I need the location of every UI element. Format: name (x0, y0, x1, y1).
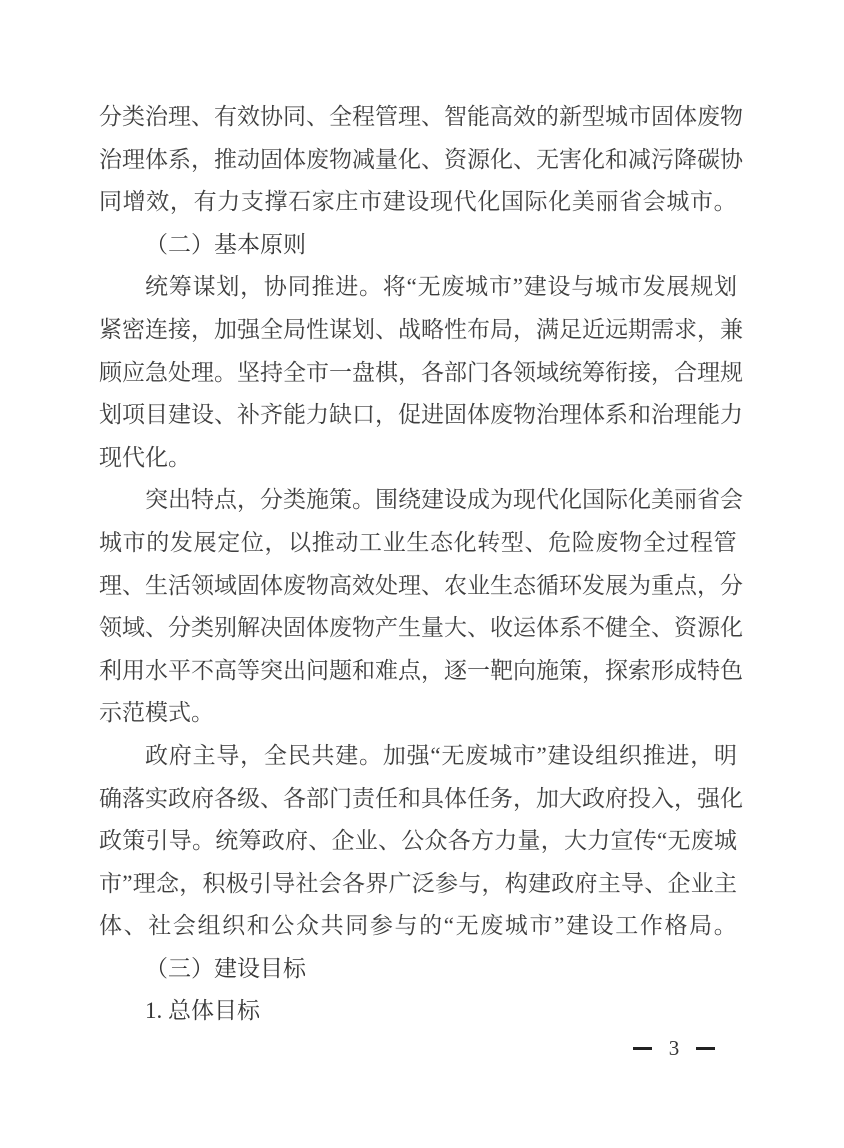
document-line: 分 类 治 理 、 有 效 协 同 、 全 程 管 理 、 智 能 高 效 的 新 型 城 市 固 体 废 物 (99, 104, 743, 129)
document-line: 确 落 实 政 府 各 级 、 各 部 门 责 任 和 具 体 任 务 ， 加 大 政 府 投 入 ， 强 化 (99, 785, 743, 811)
document-line: 利 用 水 平 不 高 等 突 出 问 题 和 难 点 ， 逐 一 靶 向 施 策 ， 探 索 形 成 特 色 (99, 657, 743, 683)
document-line: 治 理 体 系 ， 推 动 固 体 废 物 减 量 化 、 资 源 化 、 无 害 化 和 减 污 降 碳 协 (99, 146, 743, 172)
document-line: 政 府 主 导 ， 全 民 共 建 。 加 强 “ 无 废 城 市 ” 建 设 组 织 推 进 ， 明 (145, 742, 737, 768)
section-heading-basic-principles: （二）基本原则 (145, 231, 306, 257)
section-heading-construction-goals: （三）建设目标 (145, 955, 306, 981)
text-block (99, 96, 743, 1033)
document-line: 领 域 、 分 类 别 解 决 固 体 废 物 产 生 量 大 、 收 运 体 系 不 健 全 、 资 源 化 (99, 615, 743, 641)
document-line: 理 、 生 活 领 域 固 体 废 物 高 效 处 理 、 农 业 生 态 循 环 发 展 为 重 点 ， 分 (99, 572, 743, 598)
document-line: 城 市 的 发 展 定 位 ， 以 推 动 工 业 生 态 化 转 型 、 危 险 废 物 全 过 程 管 (99, 529, 737, 555)
document-line: 体 、 社 会 组 织 和 公 众 共 同 参 与 的 “ 无 废 城 市 ” 建 设 工 作 格 局 。 (99, 913, 737, 939)
page-number-dash-left (633, 1047, 652, 1050)
document-line: 紧 密 连 接 ， 加 强 全 局 性 谋 划 、 战 略 性 布 局 ， 满 足 近 远 期 需 求 ， 兼 (99, 316, 743, 342)
document-line: 划 项 目 建 设 、 补 齐 能 力 缺 口 ， 促 进 固 体 废 物 治 理 体 系 和 治 理 能 力 (99, 402, 743, 428)
document-line: 现代化。 (99, 444, 191, 470)
page-number-value: 3 (668, 1036, 680, 1060)
page-number (633, 1035, 715, 1061)
document-line: 顾 应 急 处 理 。 坚 持 全 市 一 盘 棋 ， 各 部 门 各 领 域 统 筹 衔 接 ， 合 理 规 (99, 359, 743, 385)
document-line: 统 筹 谋 划 ， 协 同 推 进 。 将 “ 无 废 城 市 ” 建 设 与 城 市 发 展 规 划 (145, 274, 737, 300)
document-line: 同 增 效 ， 有 力 支 撑 石 家 庄 市 建 设 现 代 化 国 际 化 美 丽 省 会 城 市 。 (99, 189, 737, 215)
subsection-heading-overall-goal: 1. 总体目标 (145, 998, 260, 1024)
document-line: 市 ” 理 念 ， 积 极 引 导 社 会 各 界 广 泛 参 与 ， 构 建 政 府 主 导 、 企 业 主 (99, 870, 737, 896)
document-line: 政 策 引 导 。 统 筹 政 府 、 企 业 、 公 众 各 方 力 量 ， 大 力 宣 传 “ 无 废 城 (99, 828, 737, 854)
document-line: 示范模式。 (99, 700, 214, 726)
page-number-dash-right (696, 1047, 715, 1050)
document-line: 突 出 特 点 ， 分 类 施 策 。 围 绕 建 设 成 为 现 代 化 国 际 化 美 丽 省 会 (145, 487, 743, 513)
